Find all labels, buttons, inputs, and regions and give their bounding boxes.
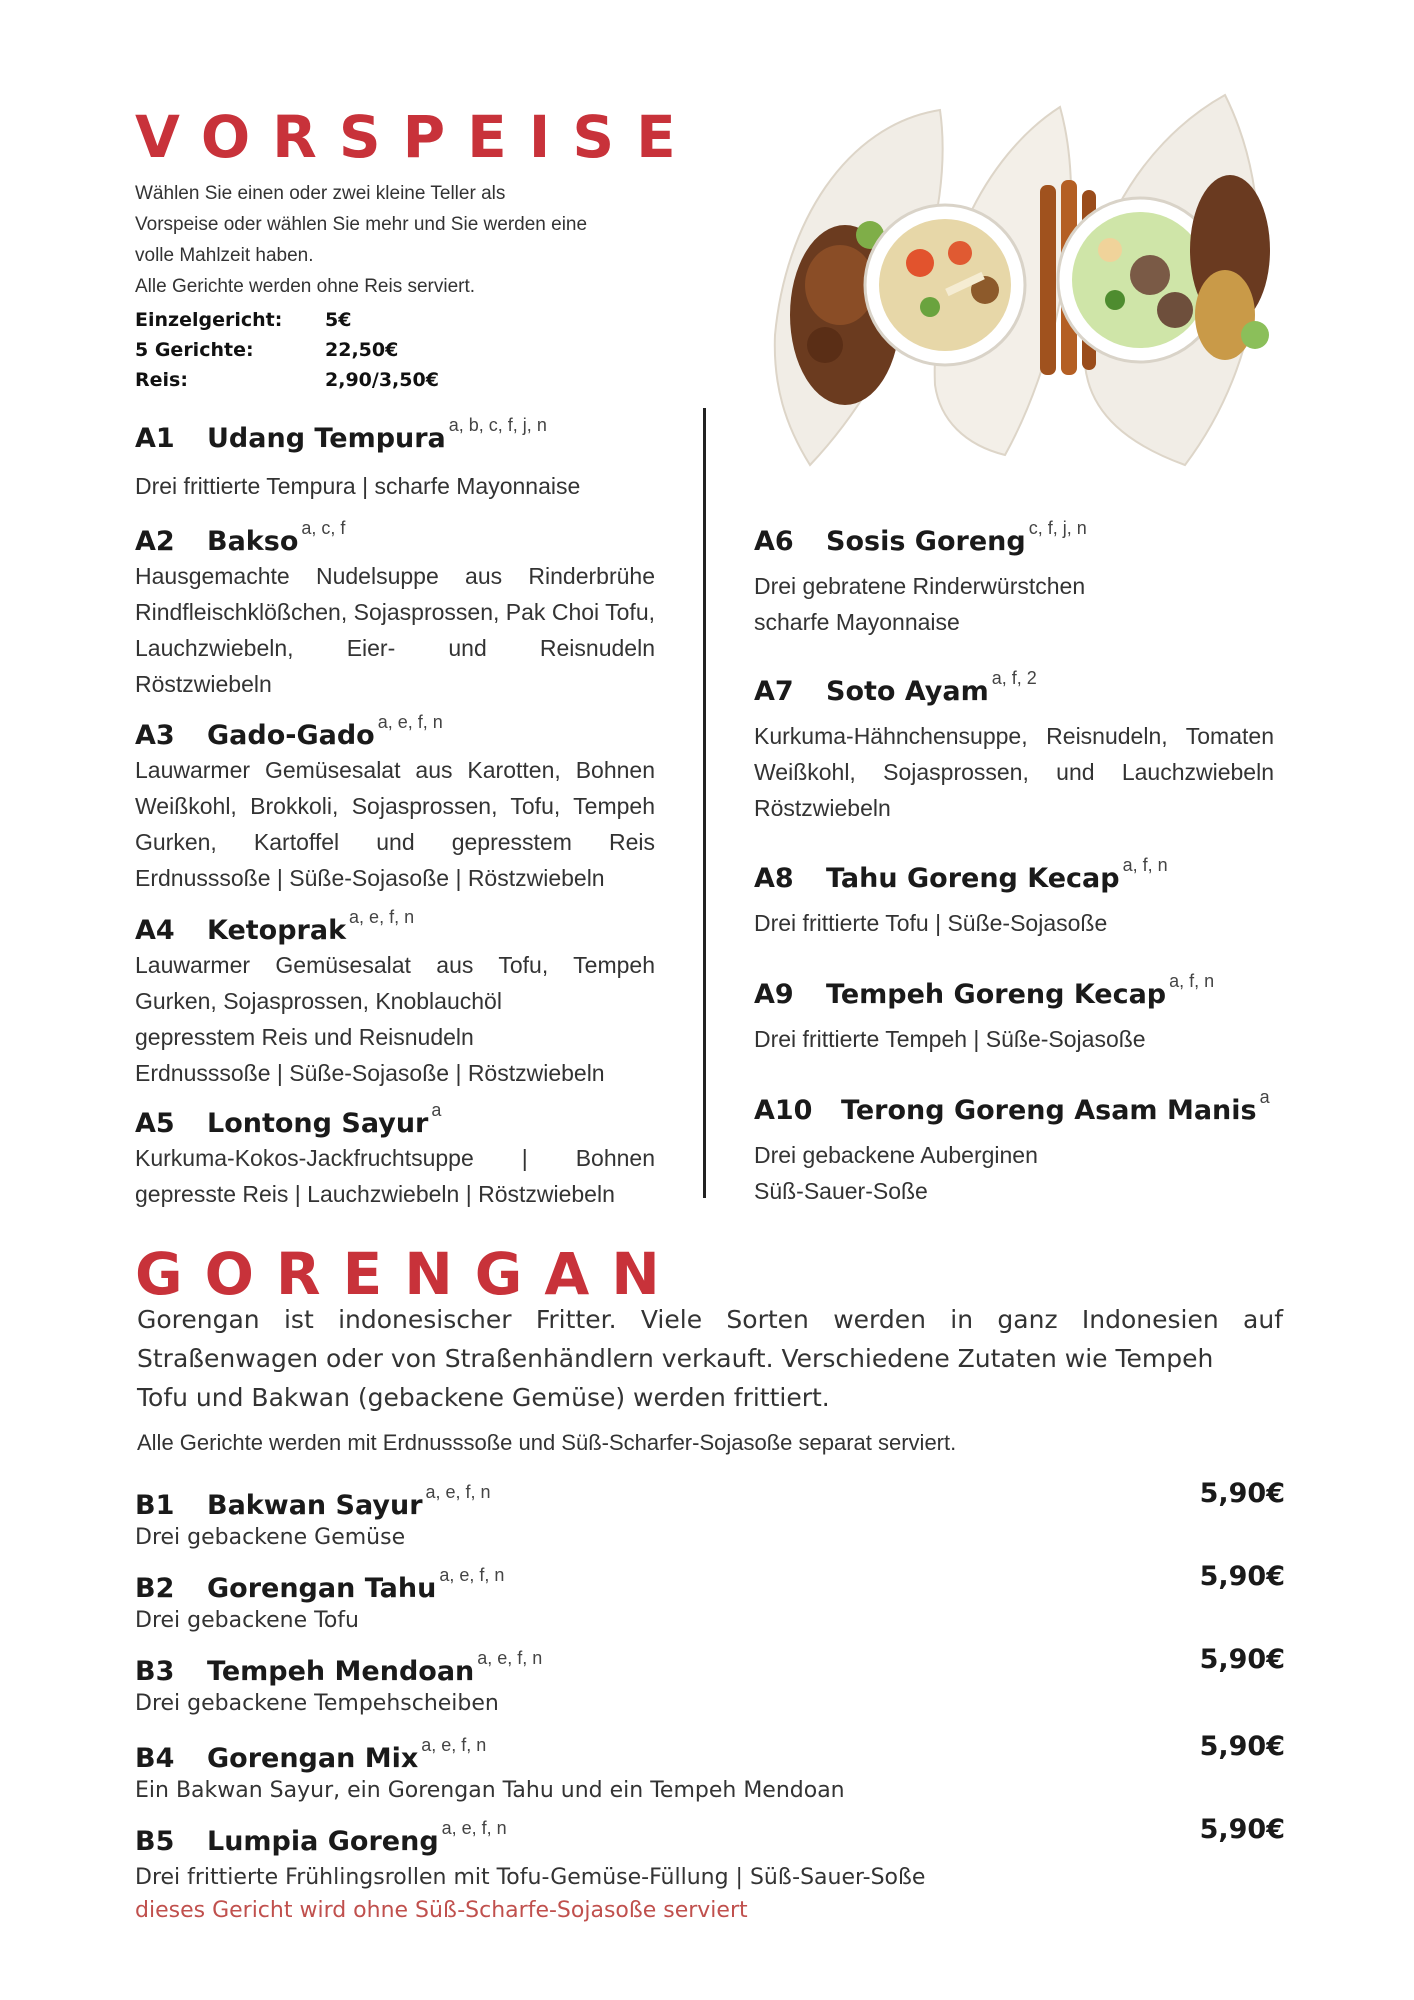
desc-line: gepresstem Reis und Reisnudeln [135, 1024, 474, 1051]
intro-line: Vorspeise oder wählen Sie mehr und Sie werden eine [135, 214, 588, 235]
item-name: Ketoprak [207, 915, 347, 946]
price-label: Einzelgericht: [135, 309, 283, 331]
price-label: Reis: [135, 369, 188, 391]
item-heading [754, 855, 1274, 895]
item-allergens: a, e, f, n [377, 712, 443, 732]
intro-line: Wählen Sie einen oder zwei kleine Teller als [135, 183, 506, 204]
item-description [754, 568, 1274, 640]
item-description: Drei gebackene Gemüse [135, 1525, 406, 1551]
item-heading [135, 415, 655, 455]
item-code: B2 [135, 1573, 175, 1604]
item-description [754, 1137, 1314, 1209]
price-table [135, 305, 439, 395]
item-name: Gorengan Tahu [207, 1573, 437, 1604]
item-name: Tempeh Mendoan [207, 1656, 475, 1687]
item-code: B1 [135, 1490, 175, 1521]
item-description: Drei gebackene Tempehscheiben [135, 1691, 499, 1717]
item-description: Drei frittierte Frühlingsrollen mit Tofu-Gemüse-Füllung | Süß-Sauer-Soße [135, 1865, 926, 1891]
item-code: A2 [135, 526, 175, 557]
desc-line: Lauwarmer Gemüsesalat aus Tofu, Tempeh [135, 952, 655, 979]
item-name: Tahu Goreng Kecap [826, 863, 1120, 894]
item-description: Hausgemachte Nudelsuppe aus Rinderbrühe Rindfleischklößchen, Sojasprossen, Pak Choi Tofu, Lauchzwiebeln, Eier- und Reisnudeln Röstzwiebeln [135, 563, 655, 698]
desc-line: Drei gebackene Auberginen [754, 1142, 1038, 1169]
item-allergens: a [431, 1100, 442, 1120]
food-platter-photo [755, 85, 1300, 470]
price-value: 2,90/3,50€ [325, 369, 439, 391]
item-allergens: a, e, f, n [349, 907, 415, 927]
item-code: A10 [754, 1095, 813, 1126]
item-code: A7 [754, 676, 794, 707]
menu-item-A1 [135, 415, 655, 504]
menu-item-B5 [135, 1814, 1285, 1924]
item-heading [135, 1735, 1285, 1775]
item-price: 5,90€ [1199, 1561, 1285, 1592]
item-heading [135, 1482, 1285, 1522]
item-name: Gado-Gado [207, 720, 375, 751]
item-heading [135, 1100, 655, 1140]
item-code: B4 [135, 1743, 175, 1774]
desc-line: Drei gebratene Rinderwürstchen [754, 573, 1086, 600]
item-allergens: a, f, n [1122, 855, 1168, 875]
item-description: Drei gebackene Tofu [135, 1608, 359, 1634]
price-row [135, 335, 439, 365]
price-value: 5€ [325, 309, 352, 331]
item-allergens: a, c, f [301, 518, 346, 538]
item-name: Udang Tempura [207, 423, 446, 454]
item-description: Kurkuma-Kokos-Jackfruchtsuppe | Bohnen gepresste Reis | Lauchzwiebeln | Röstzwiebeln [135, 1145, 655, 1208]
item-code: A9 [754, 979, 794, 1010]
menu-item-A4 [135, 907, 655, 1091]
vorspeise-title: VORSPEISE [135, 103, 698, 171]
item-heading [754, 971, 1274, 1011]
intro-line: Straßenwagen oder von Straßenhändlern verkauft. Verschiedene Zutaten wie Tempeh [137, 1344, 1214, 1373]
item-name: Lumpia Goreng [207, 1826, 439, 1857]
item-allergens: a, b, c, f, j, n [448, 415, 547, 435]
item-name: Sosis Goreng [826, 526, 1026, 557]
item-heading [135, 907, 655, 947]
menu-item-B3 [135, 1644, 1285, 1720]
item-price: 5,90€ [1199, 1731, 1285, 1762]
item-allergens: a [1259, 1087, 1270, 1107]
gorengan-title: GORENGAN [135, 1240, 682, 1308]
intro-line: volle Mahlzeit haben. [135, 245, 314, 266]
menu-item-A8 [754, 855, 1274, 941]
price-label: 5 Gerichte: [135, 339, 254, 361]
item-code: A8 [754, 863, 794, 894]
item-description: Kurkuma-Hähnchensuppe, Reisnudeln, Tomaten Weißkohl, Sojasprossen, und Lauchzwiebeln Röstzwiebeln [754, 723, 1274, 822]
item-allergens: a, e, f, n [425, 1482, 491, 1502]
gorengan-intro [137, 1300, 1283, 1417]
item-code: A5 [135, 1108, 175, 1139]
item-name: Lontong Sayur [207, 1108, 429, 1139]
intro-line: Tofu und Bakwan (gebackene Gemüse) werden frittiert. [137, 1383, 830, 1412]
desc-line: Erdnusssoße | Süße-Sojasoße | Röstzwiebeln [135, 1060, 605, 1087]
menu-item-A9 [754, 971, 1274, 1057]
item-code: B3 [135, 1656, 175, 1687]
item-name: Terong Goreng Asam Manis [841, 1095, 1257, 1126]
item-heading [135, 712, 655, 752]
item-heading [135, 518, 655, 558]
item-allergens: a, f, 2 [991, 668, 1037, 688]
item-heading [135, 1648, 1285, 1688]
item-name: Bakwan Sayur [207, 1490, 423, 1521]
item-code: B5 [135, 1826, 175, 1857]
item-description: Lauwarmer Gemüsesalat aus Karotten, Bohnen Weißkohl, Brokkoli, Sojasprossen, Tofu, Tempeh Gurken, Kartoffel und gepresstem Reis Erdnusssoße | Süße-Sojasoße | Röstzwiebeln [135, 757, 655, 892]
item-price: 5,90€ [1199, 1478, 1285, 1509]
vorspeise-intro [135, 178, 655, 302]
menu-item-B4 [135, 1731, 1285, 1807]
item-allergens: a, e, f, n [441, 1818, 507, 1838]
item-description: Drei frittierte Tofu | Süße-Sojasoße [754, 910, 1108, 937]
item-heading [754, 1087, 1314, 1127]
desc-line: Gurken, Sojasprossen, Knoblauchöl [135, 988, 502, 1015]
item-name: Bakso [207, 526, 299, 557]
menu-item-A7 [754, 668, 1274, 826]
item-price: 5,90€ [1199, 1644, 1285, 1675]
item-name: Soto Ayam [826, 676, 989, 707]
item-heading [754, 668, 1274, 708]
desc-line: scharfe Mayonnaise [754, 609, 960, 636]
menu-item-B1 [135, 1478, 1285, 1554]
item-description [135, 947, 655, 1091]
item-allergens: a, f, n [1169, 971, 1215, 991]
item-name: Gorengan Mix [207, 1743, 419, 1774]
item-code: A3 [135, 720, 175, 751]
item-price: 5,90€ [1199, 1814, 1285, 1845]
item-allergens: a, e, f, n [421, 1735, 487, 1755]
item-description: Drei frittierte Tempura | scharfe Mayonnaise [135, 473, 581, 500]
item-heading [754, 518, 1274, 558]
item-heading [135, 1818, 1285, 1858]
menu-item-A6 [754, 518, 1274, 640]
item-code: A1 [135, 423, 175, 454]
menu-item-A3 [135, 712, 655, 896]
price-row [135, 305, 439, 335]
item-allergens: a, e, f, n [439, 1565, 505, 1585]
item-code: A4 [135, 915, 175, 946]
menu-item-A10 [754, 1087, 1314, 1209]
menu-item-A2 [135, 518, 655, 702]
column-divider [703, 408, 706, 1198]
item-heading [135, 1565, 1285, 1605]
item-allergens: c, f, j, n [1028, 518, 1087, 538]
item-code: A6 [754, 526, 794, 557]
desc-line: Süß-Sauer-Soße [754, 1178, 928, 1205]
menu-item-A5 [135, 1100, 655, 1212]
price-value: 22,50€ [325, 339, 399, 361]
gorengan-note: Alle Gerichte werden mit Erdnusssoße und Süß-Scharfer-Sojasoße separat serviert. [137, 1430, 957, 1455]
item-allergens: a, e, f, n [477, 1648, 543, 1668]
item-note: dieses Gericht wird ohne Süß-Scharfe-Sojasoße serviert [135, 1898, 748, 1924]
menu-item-B2 [135, 1561, 1285, 1637]
item-description: Ein Bakwan Sayur, ein Gorengan Tahu und ein Tempeh Mendoan [135, 1778, 845, 1804]
intro-line: Gorengan ist indonesischer Fritter. Viele Sorten werden in ganz Indonesien auf [137, 1305, 1283, 1334]
item-description: Drei frittierte Tempeh | Süße-Sojasoße [754, 1026, 1146, 1053]
item-name: Tempeh Goreng Kecap [826, 979, 1167, 1010]
price-row [135, 365, 439, 395]
intro-line: Alle Gerichte werden ohne Reis serviert. [135, 276, 476, 297]
